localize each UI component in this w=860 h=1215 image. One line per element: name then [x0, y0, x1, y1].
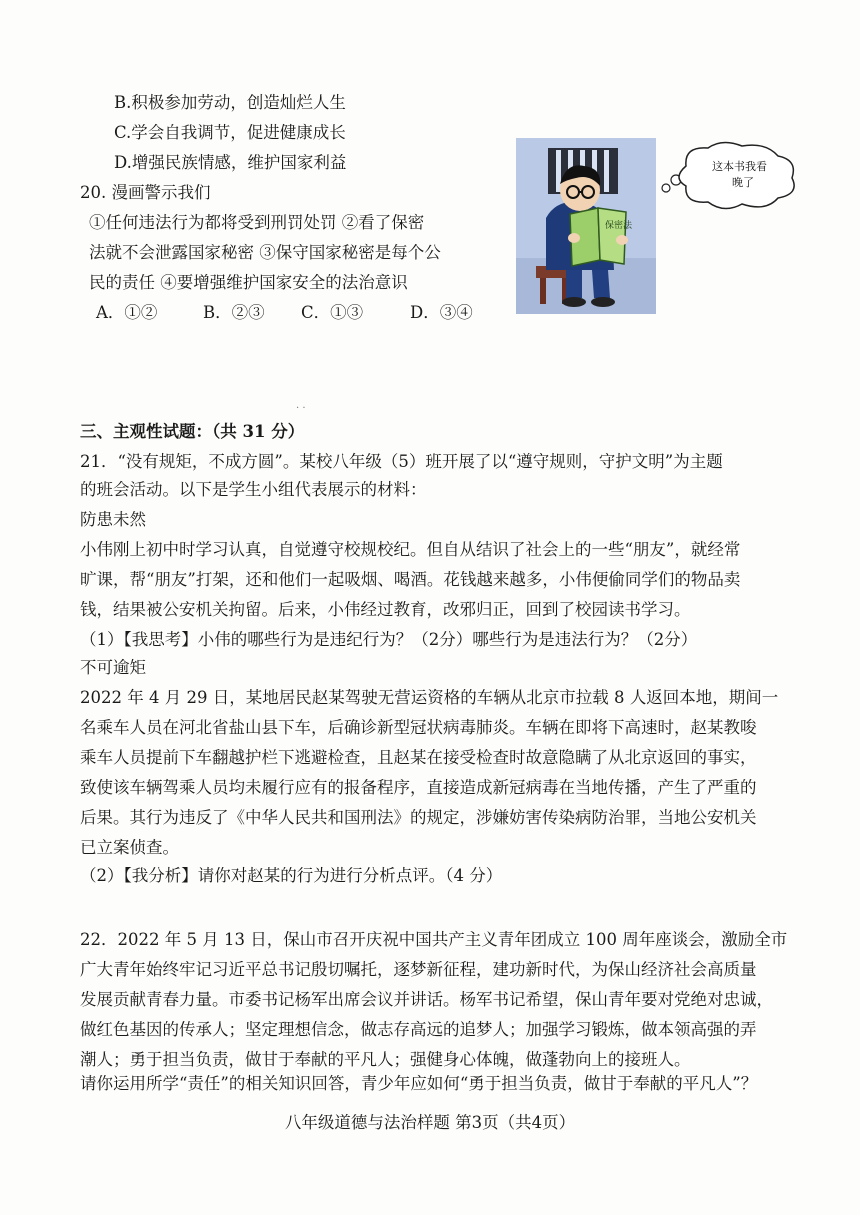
q21-intro: 21．“没有规矩，不成方圆”。某校八年级（5）班开展了以“遵守规则，守护文明”为主题 [80, 452, 723, 471]
q21-material-line: 已立案侦查。 [80, 838, 179, 857]
q21-question-2: （2）【我分析】请你对赵某的行为进行分析点评。（4 分） [80, 866, 503, 885]
q22-material-line: 22．2022 年 5 月 13 日，保山市召开庆祝中国共产主义青年团成立 100 周年座谈会，激励全市 [80, 930, 788, 949]
q21-material-line: 名乘车人员在河北省盐山县下车，后确诊新型冠状病毒肺炎。车辆在即将下高速时，赵某教唆 [80, 718, 757, 737]
q21-subtitle: 防患未然 [80, 510, 146, 529]
scan-artifact: . . [296, 400, 306, 411]
q21-question-1: （1）【我思考】小伟的哪些行为是违纪行为？（2分）哪些行为是违法行为？（2分） [80, 630, 698, 649]
q21-material-line: 小伟刚上初中时学习认真，自觉遵守校规校纪。但自从结识了社会上的一些“朋友”，就经常 [80, 540, 741, 559]
q20-statement-line: 法就不会泄露国家秘密 ③保守国家秘密是每个公 [89, 243, 441, 262]
section-heading: 三、主观性试题：（共 31 分） [80, 422, 305, 441]
thought-bubble-text: 这本书我看 [712, 160, 767, 173]
q20-option-d: D．③④ [410, 303, 473, 322]
q22-material-line: 发展贡献青春力量。市委书记杨军出席会议并讲话。杨军书记希望，保山青年要对党绝对忠诚， [80, 990, 773, 1009]
q20-statement-line: 民的责任 ④要增强维护国家安全的法治意识 [89, 273, 408, 292]
q21-material-line: 致使该车辆驾乘人员均未履行应有的报备程序，直接造成新冠病毒在当地传播，产生了严重的 [80, 778, 757, 797]
q20-option-a: A．①② [96, 303, 158, 322]
q21-material-line: 钱，结果被公安机关拘留。后来，小伟经过教育，改邪归正，回到了校园读书学习。 [80, 600, 691, 619]
q20-statement-line: ①任何违法行为都将受到刑罚处罚 ②看了保密 [89, 213, 425, 232]
q19-option-c: C.学会自我调节，促进健康成长 [114, 123, 346, 142]
q19-option-b: B.积极参加劳动，创造灿烂人生 [114, 93, 346, 112]
q21-material-line: 旷课，帮“朋友”打架，还和他们一起吸烟、喝酒。花钱越来越多，小伟便偷同学们的物品卖 [80, 570, 741, 589]
q20-option-b: B．②③ [203, 303, 265, 322]
q22-material-line: 做红色基因的传承人；坚定理想信念，做志存高远的追梦人；加强学习锻炼，做本领高强的弄 [80, 1020, 757, 1039]
q22-material-line: 广大青年始终牢记习近平总书记殷切嘱托，逐梦新征程，建功新时代，为保山经济社会高质量 [80, 960, 757, 979]
q22-question: 请你运用所学“责任”的相关知识回答，青少年应如何“勇于担当负责，做甘于奉献的平凡人”？ [80, 1074, 758, 1093]
q20-option-c: C．①③ [301, 303, 364, 322]
q21-material-line: 后果。其行为违反了《中华人民共和国刑法》的规定，涉嫌妨害传染病防治罪，当地公安机关 [80, 808, 757, 827]
thought-dot [662, 184, 670, 192]
thought-bubble-text: 晚了 [732, 176, 754, 189]
page-footer: 八年级道德与法治样题 第3页（共4页） [284, 1113, 576, 1132]
comic-book-title: 保密法 [605, 221, 633, 231]
q21-material-line: 乘车人员提前下车翻越护栏下逃避检查，且赵某在接受检查时故意隐瞒了从北京返回的事实， [80, 748, 757, 767]
q19-option-d: D.增强民族情感，维护国家利益 [114, 153, 347, 172]
q21-subtitle: 不可逾矩 [80, 658, 146, 677]
q21-intro: 的班会活动。以下是学生小组代表展示的材料： [80, 480, 427, 499]
q20-stem: 20. 漫画警示我们 [80, 183, 211, 202]
comic-illustration [516, 138, 802, 314]
q22-material-line: 潮人；勇于担当负责，做甘于奉献的平凡人；强健身心体魄，做蓬勃向上的接班人。 [80, 1050, 691, 1069]
q21-material-line: 2022 年 4 月 29 日，某地居民赵某驾驶无营运资格的车辆从北京市拉载 8 人返回本地，期间一 [80, 688, 779, 707]
